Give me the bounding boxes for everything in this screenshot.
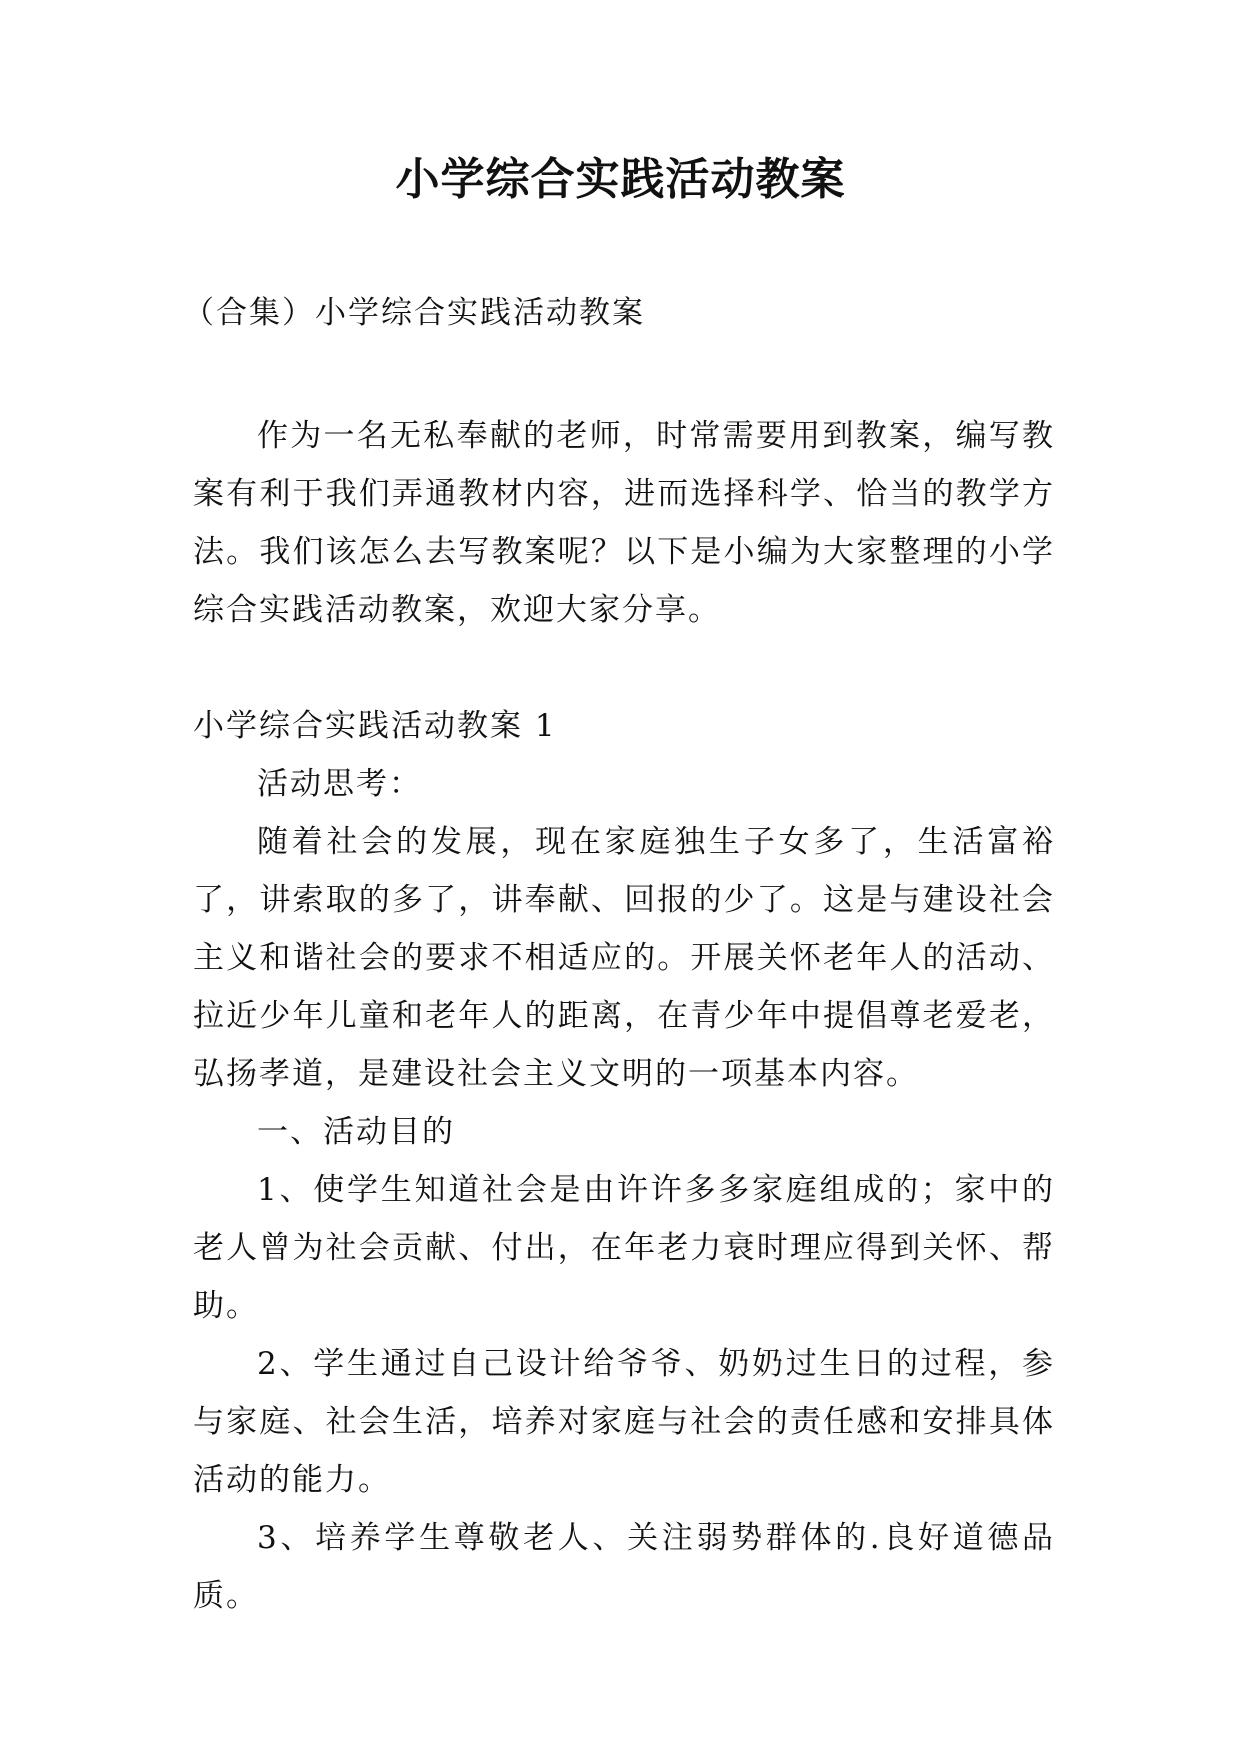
paragraph-background: 随着社会的发展，现在家庭独生子女多了，生活富裕了，讲索取的多了，讲奉献、回报的少了。这是与建设社会主义和谐社会的要求不相适应的。开展关怀老年人的活动、拉近少年儿童和老年人的距离，在青少年中提倡尊老爱老，弘扬孝道，是建设社会主义文明的一项基本内容。 bbox=[193, 824, 1055, 1092]
paragraph-objective-1: 1、使学生知道社会是由许许多多家庭组成的；家中的老人曾为社会贡献、付出，在年老力衰时理应得到关怀、帮助。 bbox=[193, 1172, 1055, 1324]
paragraph-activity-thinking: 活动思考： bbox=[257, 766, 422, 802]
intro-paragraph: 作为一名无私奉献的老师，时常需要用到教案，编写教案有利于我们弄通教材内容，进而选择科学、恰当的教学方法。我们该怎么去写教案呢？以下是小编为大家整理的小学综合实践活动教案，欢迎大家分享。 bbox=[193, 418, 1055, 628]
paragraph-objective-heading: 一、活动目的 bbox=[257, 1114, 455, 1150]
paragraph-objective-2: 2、学生通过自己设计给爷爷、奶奶过生日的过程，参与家庭、社会生活，培养对家庭与社会的责任感和安排具体活动的能力。 bbox=[193, 1346, 1055, 1498]
section-title: 小学综合实践活动教案 1 bbox=[193, 708, 557, 744]
paragraph-objective-3: 3、培养学生尊敬老人、关注弱势群体的.良好道德品质。 bbox=[193, 1520, 1055, 1614]
document-body bbox=[193, 407, 1055, 1625]
document-subtitle: （合集）小学综合实践活动教案 bbox=[183, 295, 645, 331]
document-title: 小学综合实践活动教案 bbox=[395, 154, 846, 205]
